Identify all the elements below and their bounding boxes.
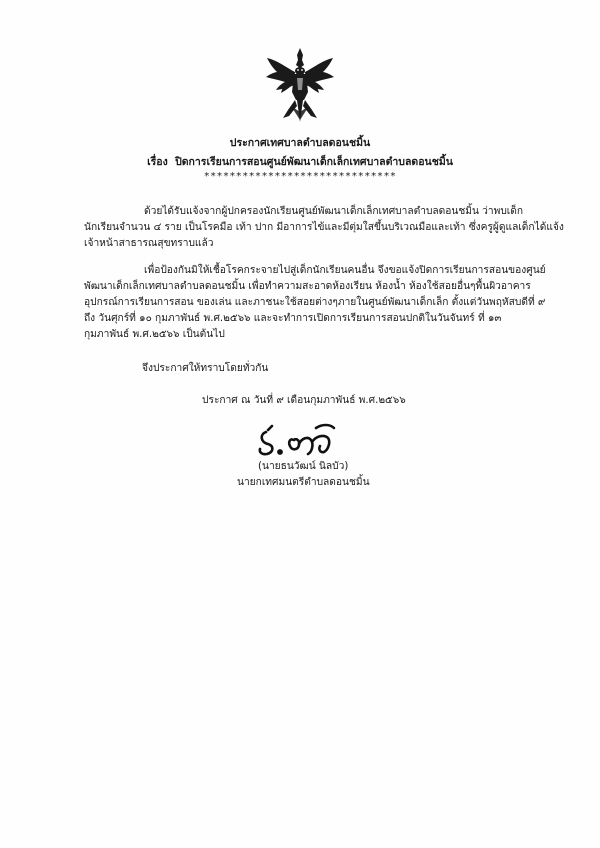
garuda-emblem-icon [261, 46, 339, 124]
paragraph-2-line: เพื่อป้องกันมิให้เชื้อโรคกระจายไปสู่เด็กนักเรียนคนอื่น จึงขอแจ้งปิดการเรียนการสอนของศูนย์ [144, 265, 546, 276]
subject-text: ปิดการเรียนการสอนศูนย์พัฒนาเด็กเล็กเทศบาลตำบลดอนชมิ้น [175, 156, 453, 168]
paragraph-2-line: พัฒนาเด็กเล็กเทศบาลตำบลดอนชมิ้น เพื่อทำความสะอาดห้องเรียน ห้องน้ำ ห้องใช้สอยอื่นๆพื้นผิวอาคาร [84, 281, 531, 292]
subject-label: เรื่อง [147, 156, 168, 168]
paragraph-1-line: เจ้าหน้าสาธารณสุขทราบแล้ว [84, 238, 214, 249]
paragraph-1-line: ด้วยได้รับแจ้งจากผู้ปกครองนักเรียนศูนย์พัฒนาเด็กเล็กเทศบาลตำบลดอนชมิ้น ว่าพบเด็ก [144, 206, 524, 217]
paragraph-2-line: กุมภาพันธ์ พ.ศ.๒๕๖๖ เป็นต้นไป [84, 329, 225, 340]
signer-name: (นายธนวัฒน์ นิลบัว) [258, 461, 349, 472]
separator-line: ****************************** [203, 171, 397, 182]
signature-image [254, 418, 344, 462]
announcement-title: ประกาศเทศบาลตำบลดอนชมิ้น [229, 137, 371, 149]
signer-position: นายกเทศมนตรีตำบลดอนชมิ้น [237, 477, 370, 488]
closing-statement: จึงประกาศให้ทราบโดยทั่วกัน [142, 363, 269, 374]
announcement-date: ประกาศ ณ วันที่ ๙ เดือนกุมภาพันธ์ พ.ศ.๒๕๖๖ [202, 395, 406, 406]
announcement-subject [0, 153, 600, 170]
paragraph-2-line: อุปกรณ์การเรียนการสอน ของเล่น และภาชนะใช้สอยต่างๆภายในศูนย์พัฒนาเด็กเล็ก ตั้งแต่วันพฤหัสบดีที่ ๙ [84, 297, 546, 308]
paragraph-1-line: นักเรียนจำนวน ๔ ราย เป็นโรคมือ เท้า ปาก มีอาการไข้และมีตุ่มใสขึ้นบริเวณมือและเท้า ซึ่งครูผู้ดูแลเด็กได้แจ้ง [84, 222, 564, 233]
paragraph-2-line: ถึง วันศุกร์ที่ ๑๐ กุมภาพันธ์ พ.ศ.๒๕๖๖ และจะทำการเปิดการเรียนการสอนปกติในวันจันทร์ ที่ ๑๓ [84, 313, 502, 324]
